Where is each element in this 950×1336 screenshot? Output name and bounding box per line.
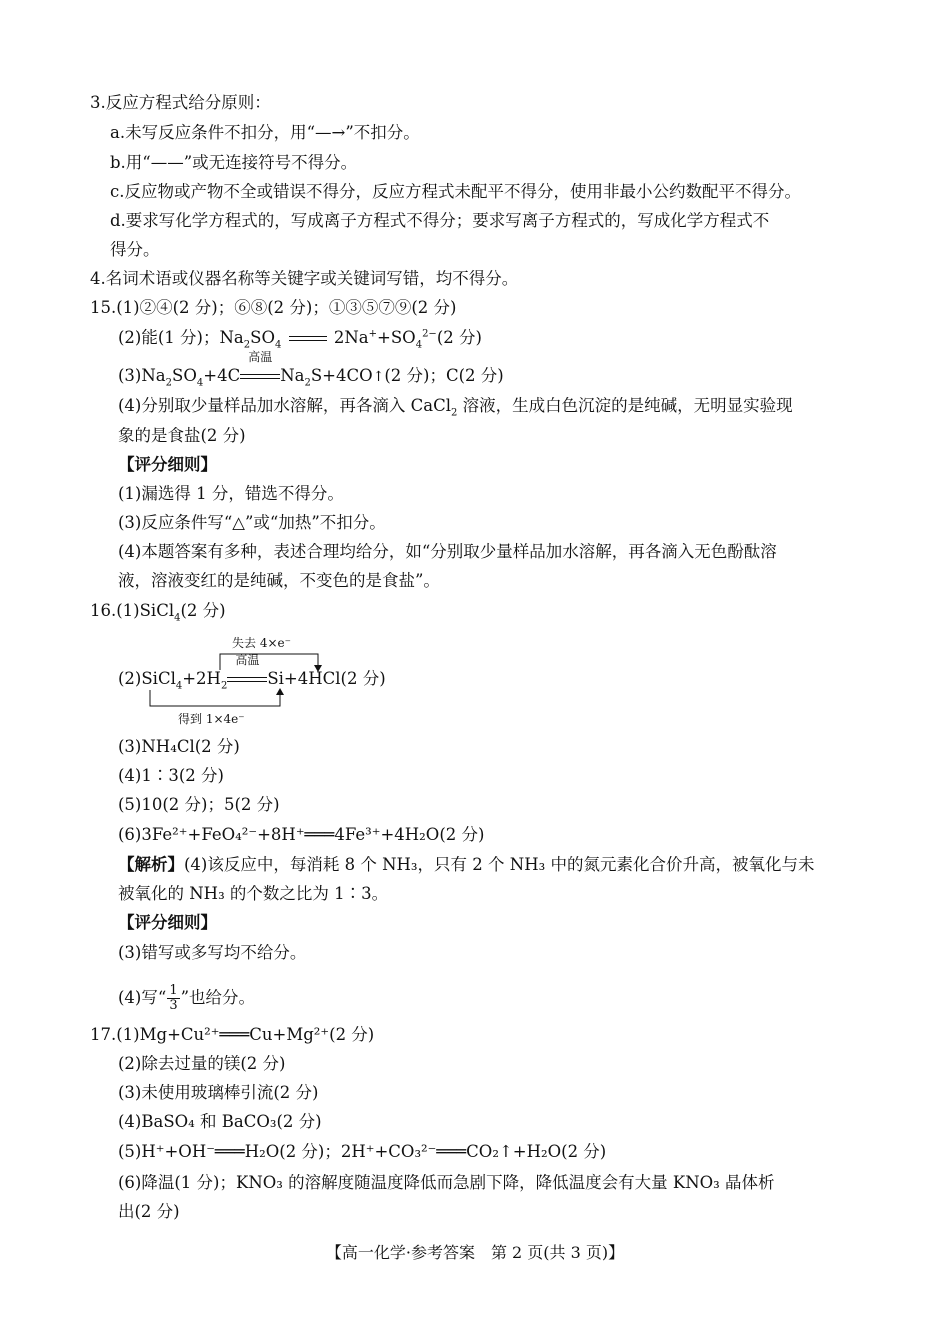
q15-rubric-4-line2: 液，溶液变红的是纯碱，不变色的是食盐”。 [118, 571, 440, 590]
page-footer: 【高一化学·参考答案 第 2 页(共 3 页)】 [325, 1243, 625, 1262]
electron-gained-label: 得到 1×4e⁻ [178, 712, 245, 726]
q17-part1: 17.(1)Mg+Cu²⁺═══Cu+Mg²⁺(2 分) [90, 1025, 375, 1044]
q16-part2: $(2)SiCl_4+2H_2$ 高温 Si+4HCl(2 分) [118, 653, 386, 692]
q16-rubric-title: 【评分细则】 [118, 913, 217, 932]
fraction-one-third: $\frac{1}{3}$ [169, 983, 178, 1013]
q15-rubric-1: (1)漏选得 1 分，错选不得分。 [118, 484, 344, 503]
q16-part5: (5)10(2 分)；5(2 分) [118, 795, 280, 814]
q16-rubric-4: (4)写“ $\frac{1}{3}$ ”也给分。 [118, 983, 256, 1013]
q16-part4: (4)1∶3(2 分) [118, 766, 224, 785]
rule-c: c.反应物或产物不全或错误不得分，反应方程式未配平不得分，使用非最小公约数配平不得分。 [110, 182, 801, 201]
q17-part6-line2: 出(2 分) [118, 1202, 180, 1221]
q16-analysis-line2: 被氧化的 NH₃ 的个数之比为 1∶3。 [118, 884, 389, 903]
q15-part2: (2)能(1 分)；$Na_2SO_4$ $2Na^++SO_4^{2-}(2$ 分) [118, 328, 482, 351]
q17-part4: (4)BaSO₄ 和 BaCO₃(2 分) [118, 1112, 322, 1131]
q15-rubric-title: 【评分细则】 [118, 455, 217, 474]
q15-rubric-4-line1: (4)本题答案有多种，表述合理均给分，如“分别取少量样品加水溶解，再各滴入无色酚酞溶 [118, 542, 777, 561]
q15-part4-line1: (4)分别取少量样品加水溶解，再各滴入 CaCl$_2$ 溶液，生成白色沉淀的是纯碱，无明显实验现 [118, 396, 793, 419]
q15-part4-line2: 象的是食盐(2 分) [118, 426, 246, 445]
q16-part3: (3)NH₄Cl(2 分) [118, 737, 240, 756]
q17-part2: (2)除去过量的镁(2 分) [118, 1054, 286, 1073]
electron-lost-label: 失去 4×e⁻ [232, 636, 291, 650]
condition-high-temp: 高温 [240, 365, 280, 387]
q17-part6-line1: (6)降温(1 分)；KNO₃ 的溶解度随温度降低而急剧下降，降低温度会有大量 KNO₃ 晶体析 [118, 1173, 775, 1192]
q16-analysis-line1: 【解析】(4)该反应中，每消耗 8 个 NH₃，只有 2 个 NH₃ 中的氮元素化合价升高，被氧化与未 [118, 855, 815, 874]
rule-d-line2: 得分。 [110, 240, 160, 259]
q17-part5: (5)H⁺+OH⁻═══H₂O(2 分)；2H⁺+CO₃²⁻═══CO₂↑+H₂O(2 分) [118, 1142, 607, 1161]
q16-part1: 16.(1)SiCl$_4$(2 分) [90, 601, 226, 624]
rule-d-line1: d.要求写化学方程式的，写成离子方程式不得分；要求写离子方程式的，写成化学方程式不 [110, 211, 770, 230]
rule-heading: 3.反应方程式给分原则： [90, 93, 271, 112]
q16-rubric-3: (3)错写或多写均不给分。 [118, 943, 307, 962]
q17-part3: (3)未使用玻璃棒引流(2 分) [118, 1083, 319, 1102]
q15-part3: $(3)Na_2SO_4+4C$ 高温 $Na_2S+4CO↑(2$ 分)；C(2 分) [118, 350, 504, 389]
q15-rubric-3: (3)反应条件写“△”或“加热”不扣分。 [118, 513, 386, 532]
rule-b: b.用“——”或无连接符号不得分。 [110, 153, 358, 172]
q15-part1: 15.(1)②④(2 分)；⑥⑧(2 分)；①③⑤⑦⑨(2 分) [90, 298, 457, 317]
rule-4: 4.名词术语或仪器名称等关键字或关键词写错，均不得分。 [90, 269, 519, 288]
condition-high-temp-2: 高温 [227, 668, 267, 690]
rule-a: a.未写反应条件不扣分，用“—→”不扣分。 [110, 123, 420, 142]
q16-part6: (6)3Fe²⁺+FeO₄²⁻+8H⁺═══4Fe³⁺+4H₂O(2 分) [118, 825, 485, 844]
